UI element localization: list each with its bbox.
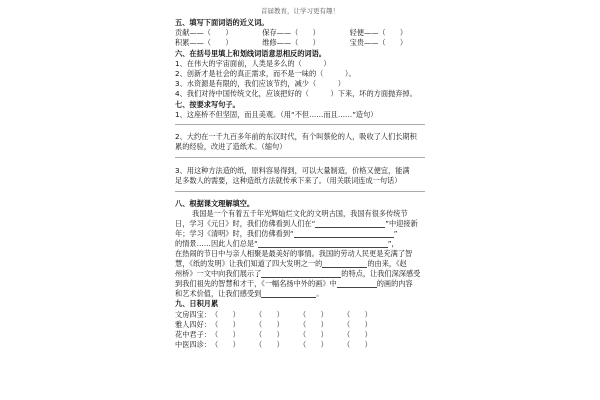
fill-blank-bridge[interactable] [261,270,341,278]
antonym-item-2[interactable]: 2、创新才是社会的真正需求，而不是一味的（ ）。 [175,69,356,78]
sentence-q3-line2: 足多数人的需要，这种造纸方法就传承下来了。（用关联词连成一句话） [175,176,402,185]
section-7-heading: 七、按要求写句子。 [175,100,240,109]
synonym-blank[interactable]: （ ） [203,38,233,47]
fill-blank-saying[interactable] [258,240,388,248]
accumulation-blank[interactable]: （ ） [343,330,372,339]
passage-line-7 [175,269,420,278]
accumulation-blank[interactable]: （ ） [255,340,284,349]
answer-line-q3[interactable] [175,191,425,192]
synonym-word: 积累—— [175,38,204,47]
passage-text: 州桥》一文中向我们展示了 [175,269,262,278]
accumulation-label: 中医四诊： [175,340,211,349]
passage-text: 和艺术价值，让我们感受到 [175,289,262,298]
synonym-blank[interactable]: （ ） [203,28,233,37]
synonym-blank[interactable]: （ ） [378,38,408,47]
accumulation-blank[interactable]: （ ） [299,320,328,329]
antonym-item-4[interactable]: 4、我们对待中国传统文化，应该把好的（ ）下来，坏的方面抛弃掉。 [175,89,417,98]
accumulation-blank[interactable]: （ ） [343,320,372,329]
sentence-q2-line2: 累的经验，改进了造纸术。（缩句） [175,142,287,151]
accumulation-blank[interactable]: （ ） [211,340,240,349]
passage-text: 的特点，让我们深深感受 [341,269,421,278]
synonym-blank[interactable]: （ ） [291,28,320,37]
passage-text: 慧，《纸的发明》让我们知道了四大发明之一的 [175,259,323,268]
synonym-row-2 [175,38,407,48]
accumulation-label: 雅人四好： [175,320,211,329]
accumulation-blank[interactable]: （ ） [299,310,328,319]
accumulation-blank[interactable]: （ ） [211,320,240,329]
passage-line-1: 我国是一个有着五千年光辉灿烂文化的文明古国，我国有很多传统节 [192,209,408,218]
accumulation-row-1 [175,310,387,320]
passage-text: 的情景……因此人们总是“ [175,239,258,248]
fill-blank-painting[interactable] [337,280,377,288]
fill-blank-qingming[interactable] [294,230,394,238]
header-banner: 首届教育，让学习更有趣！ [261,7,339,15]
synonym-blank[interactable]: （ ） [291,38,320,47]
passage-text: 的由来，《赵 [367,259,407,268]
section-6-heading: 六、在括号里填上和划线词语意思相反的词语。 [175,49,326,58]
passage-text: 到我们祖先的智慧和才干，《一幅名扬中外的画》中 [175,279,337,288]
accumulation-blank[interactable]: （ ） [255,330,284,339]
answer-line-q1[interactable] [175,124,425,125]
synonym-word: 宝贵—— [349,38,379,47]
accumulation-blank[interactable]: （ ） [255,310,284,319]
synonym-row-1 [175,28,407,38]
accumulation-row-4 [175,340,387,350]
passage-text: ” [393,229,398,238]
fill-blank-feeling[interactable] [261,290,316,298]
accumulation-label: 文房四宝： [175,310,211,319]
synonym-word: 保存—— [262,28,292,37]
passage-line-6 [175,259,407,268]
accumulation-blank[interactable]: （ ） [299,330,328,339]
passage-line-9 [175,289,323,298]
accumulation-row-3 [175,330,387,340]
passage-text: 的画的内容 [376,279,413,288]
accumulation-blank[interactable]: （ ） [211,310,240,319]
sentence-q3-line1: 3、用这种方法造的纸，原料容易得到，可以大量制造，价格又便宜，能满 [175,166,410,175]
passage-text: ”中迎接新 [385,219,418,228]
accumulation-blank[interactable]: （ ） [343,310,372,319]
accumulation-label: 花中君子： [175,330,211,339]
passage-text: 日，学习《元日》时，我们仿佛看到人们在“ [175,219,316,228]
antonym-item-3[interactable]: 3、水资源是有限的，我们应该节约，减少（ ） [175,79,345,88]
passage-line-5: 在热闹的节日中与亲人相聚是最美好的事情。我国的劳动人民更是充满了智 [175,249,413,258]
fill-blank-invention[interactable] [322,260,367,268]
sentence-q1: 1、这座桥不但坚固，而且美观。（用“不但……而且……”造句） [175,110,378,119]
sentence-q2-line1: 2、大约在一千九百多年前的东汉时代，有个叫蔡伦的人，吸收了人们长期积 [175,132,417,141]
synonym-word: 轻便—— [349,28,379,37]
passage-line-3 [175,229,397,238]
passage-line-8 [175,279,413,288]
passage-text: ”， [387,239,399,248]
accumulation-blank[interactable]: （ ） [299,340,328,349]
accumulation-row-2 [175,320,387,330]
accumulation-blank[interactable]: （ ） [343,340,372,349]
synonym-blank[interactable]: （ ） [378,28,408,37]
passage-line-2 [175,219,418,228]
synonym-word: 维修—— [262,38,292,47]
synonym-word: 贡献—— [175,28,204,37]
accumulation-blank[interactable]: （ ） [211,330,240,339]
section-8-heading: 八、根据课文理解填空。 [175,199,255,208]
passage-text: 年；学习《清明》时，我们仿佛看到“ [175,229,294,238]
section-5-heading: 五、填写下面词语的近义词。 [175,18,269,27]
antonym-item-1[interactable]: 1、在伟大的宇宙面前，人类是多么的（ ） [175,59,331,68]
passage-line-4 [175,239,399,248]
passage-text: 。 [316,289,324,298]
fill-blank-yuanri[interactable] [315,220,385,228]
answer-line-q2[interactable] [175,157,425,158]
section-9-heading: 九、日积月累 [175,299,219,308]
accumulation-blank[interactable]: （ ） [255,320,284,329]
